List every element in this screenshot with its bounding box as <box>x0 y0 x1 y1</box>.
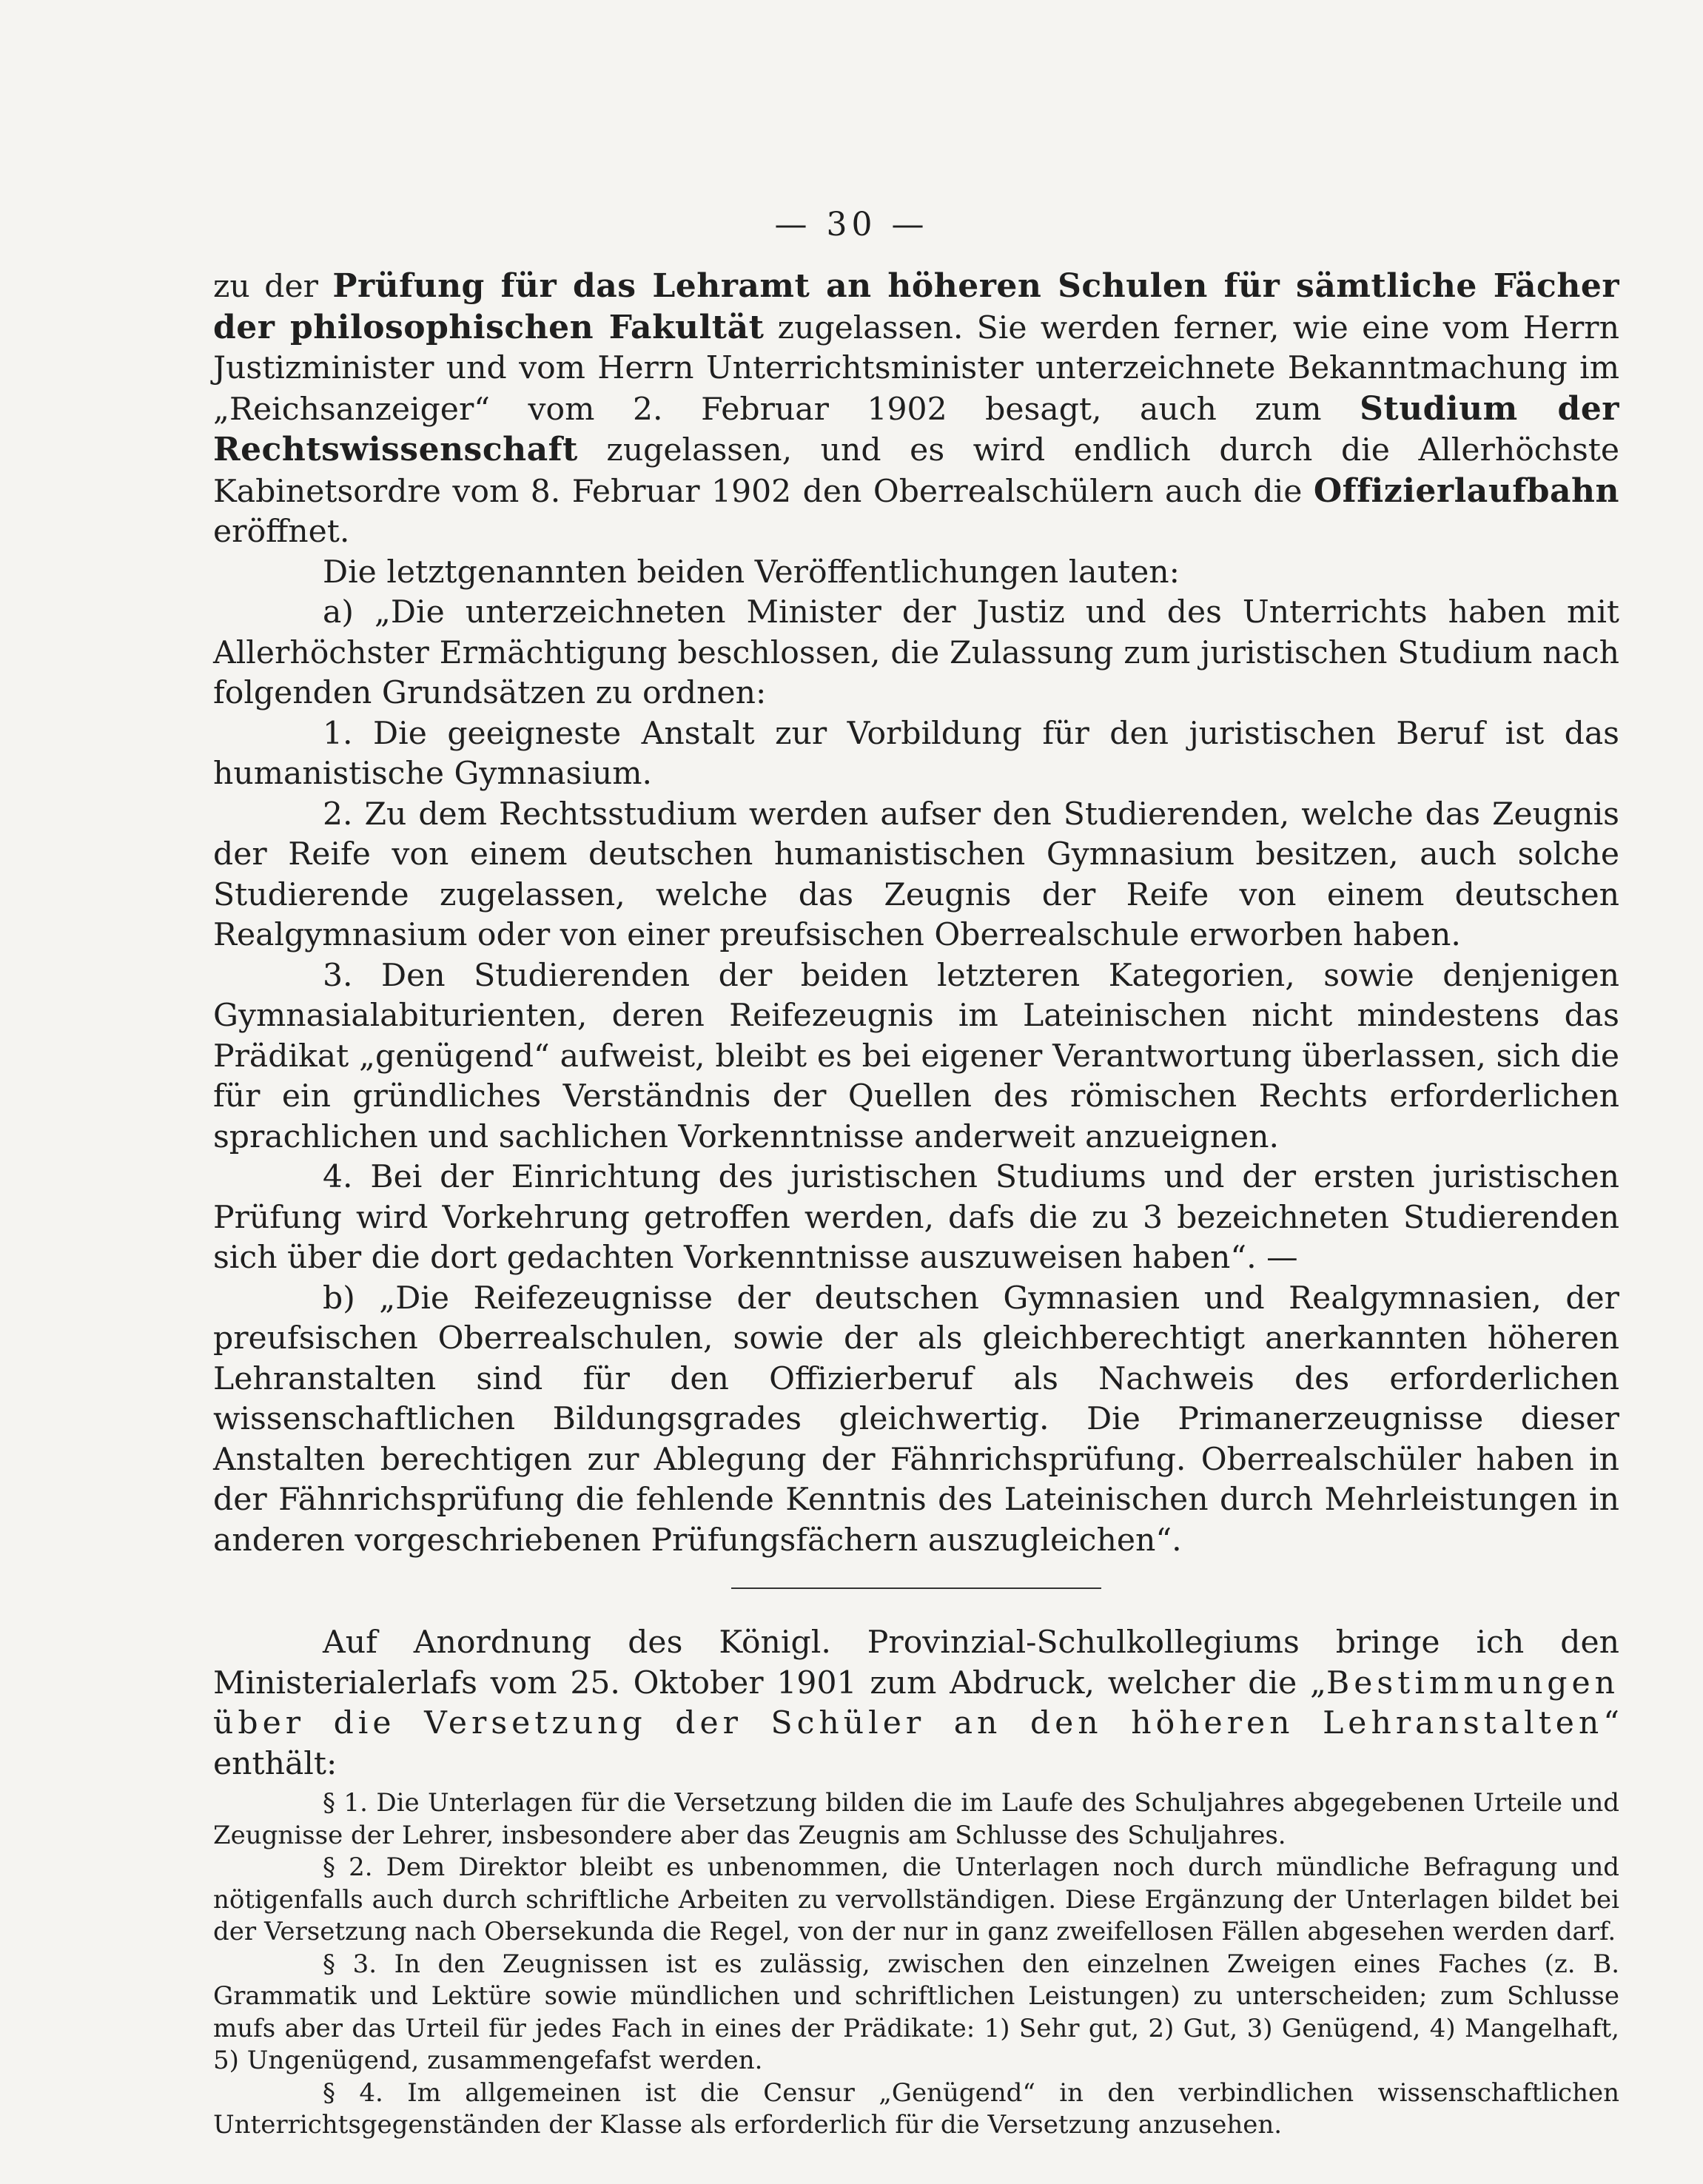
paragraph-anordnung <box>213 1623 1619 1784</box>
paragraph-a: a) „Die unterzeichneten Minister der Justiz und des Unterrichts haben mit Allerhöchster Ermächtigung beschlossen, die Zulassung zum juristischen Studium nach folgenden Grundsätzen zu ordnen: <box>213 594 1619 711</box>
paragraph-point-1: 1. Die geeigneste Anstalt zur Vorbildung für den juristischen Beruf ist das humanistische Gymnasium. <box>213 715 1619 792</box>
section-3: § 3. In den Zeugnissen ist es zulässig, zwischen den einzelnen Zweigen eines Faches (z. B. Grammatik und Lektüre sowie mündlichen und schriftlichen Leistungen) zu unterscheiden; zum Schlusse mufs aber das Urteil für jedes Fach in eines der Prädikate: 1) Sehr gut, 2) Gut, 3) Genügend, 4) Mangelhaft, 5) Ungenügend, zusammengefafst werden. <box>213 1949 1619 2075</box>
text-span: zugelassen. Sie werden ferner, wie eine vom Herrn Justizminister und vom Herrn Unterrichtsminister unterzeichnete Bekanntmachung im „Reichsanzeiger“ vom 2. Februar 1902 besagt, auch zum <box>213 309 1619 428</box>
text-span: Auf Anordnung des Königl. Provinzial-Schulkollegiums bringe ich den Ministerialerlafs vom 25. Oktober 1901 zum Abdruck, welcher die „ <box>213 1624 1619 1701</box>
paragraph-point-4: 4. Bei der Einrichtung des juristischen Studiums und der ersten juristischen Prüfung wird Vorkehrung getroffen werden, dafs die zu 3 bezeichneten Studierenden sich über die dort gedachten Vorkenntnisse auszuweisen haben“. — <box>213 1159 1619 1276</box>
text-span: zugelassen, und es wird endlich durch die Allerhöchste Kabinetsordre vom 8. Februar 1902 den Oberrealschülern auch die <box>213 432 1619 510</box>
bold-offizierlaufbahn: Offizierlaufbahn <box>1313 471 1619 510</box>
paragraph-b: b) „Die Reifezeugnisse der deutschen Gymnasien und Realgymnasien, der preufsischen Oberrealschulen, sowie der als gleichberechtigt anerkannten höheren Lehranstalten sind für den Offizierberuf als Nachweis des erforderlichen wissenschaftlichen Bildungsgrades gleichwertig. Die Primanerzeugnisse dieser Anstalten berechtigen zur Ablegung der Fähnrichsprüfung. Oberrealschüler haben in der Fähnrichsprüfung die fehlende Kenntnis des Lateinischen durch Mehrleistungen in anderen vorgeschriebenen Prüfungsfächern auszugleichen“. <box>213 1280 1619 1559</box>
bold-rechtswissenschaft: Studium der Rechtswissenschaft <box>213 389 1619 468</box>
page-number: — 30 — <box>774 206 929 243</box>
text-span: eröffnet. <box>213 514 350 550</box>
paragraph-point-2: 2. Zu dem Rechtsstudium werden aufser den Studierenden, welche das Zeugnis der Reife von einem deutschen humanistischen Gymnasium besitzen, auch solche Studierende zugelassen, welche das Zeugnis der Reife von einem deutschen Realgymnasium oder von einer preufsischen Oberrealschule erworben haben. <box>213 796 1619 953</box>
section-4: § 4. Im allgemeinen ist die Censur „Genügend“ in den verbindlichen wissenschaftlichen Unterrichtsgegenständen der Klasse als erforderlich für die Versetzung anzusehen. <box>213 2077 1619 2140</box>
spaced-title: Bestimmungen über die Versetzung der Schüler an den höheren Lehranstalten <box>213 1664 1619 1741</box>
section-divider <box>731 1587 1101 1589</box>
paragraph-intro: Die letztgenannten beiden Veröffentlichungen lauten: <box>323 554 1180 591</box>
bold-lehramt: Prüfung für das Lehramt an höheren Schulen für sämtliche Fächer der philosophischen Fakultät <box>213 267 1619 346</box>
section-2: § 2. Dem Direktor bleibt es unbenommen, die Unterlagen noch durch mündliche Befragung und nötigenfalls auch durch schriftliche Arbeiten zu vervollständigen. Diese Ergänzung der Unterlagen bildet bei der Versetzung nach Obersekunda die Regel, von der nur in ganz zweifellosen Fällen abgesehen werden darf. <box>213 1852 1619 1946</box>
section-1: § 1. Die Unterlagen für die Versetzung bilden die im Laufe des Schuljahres abgegebenen Urteile und Zeugnisse der Lehrer, insbesondere aber das Zeugnis am Schlusse des Schuljahres. <box>213 1788 1619 1850</box>
text-span: “ enthält: <box>213 1705 1619 1782</box>
main-text <box>213 266 1619 2142</box>
paragraph-point-3: 3. Den Studierenden der beiden letzteren Kategorien, sowie denjenigen Gymnasialabiturienten, deren Reifezeugnis im Lateinischen nicht mindestens das Prädikat „genügend“ aufweist, bleibt es bei eigener Verantwortung überlassen, sich die für ein gründliches Verständnis der Quellen des römischen Rechts erforderlichen sprachlichen und sachlichen Vorkenntnisse anderweit anzueignen. <box>213 957 1619 1155</box>
text-span: zu der <box>213 269 333 305</box>
paragraph-admissions <box>213 266 1619 553</box>
